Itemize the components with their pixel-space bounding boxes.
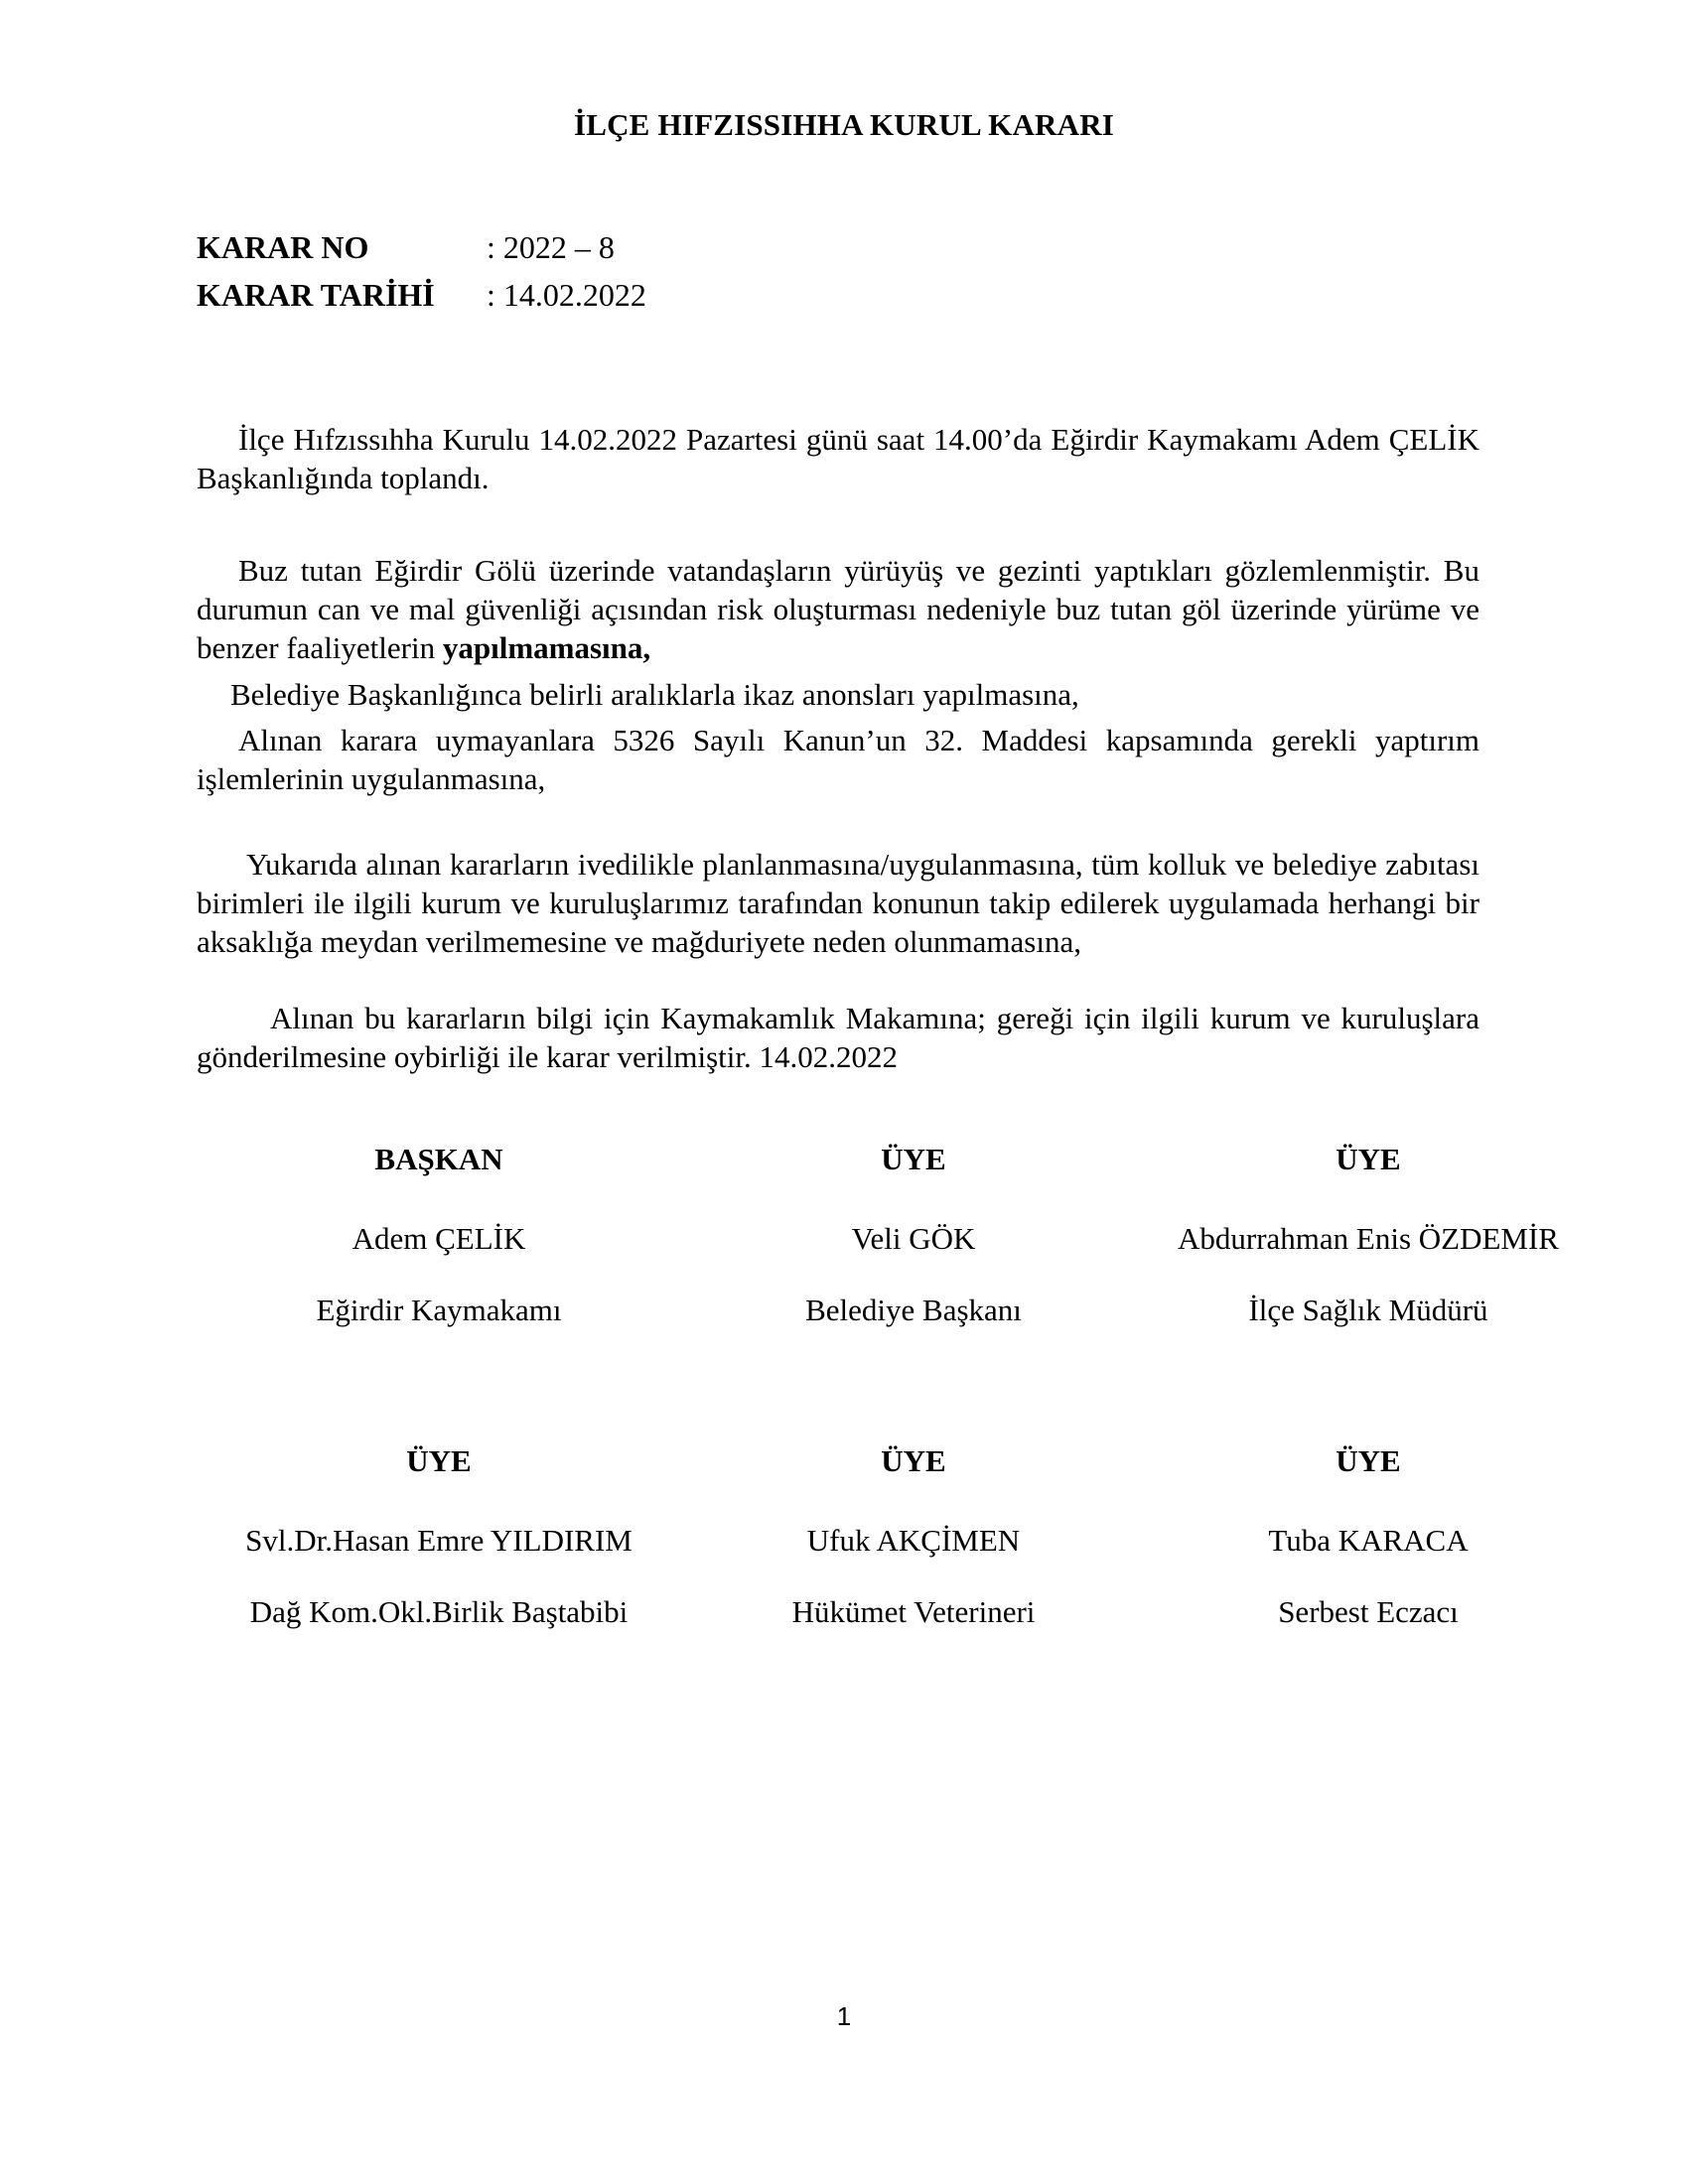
signatory-name: Tuba KARACA bbox=[1268, 1523, 1469, 1558]
signatory-block bbox=[695, 1140, 1132, 1330]
signatory-name: Svl.Dr.Hasan Emre YILDIRIM bbox=[245, 1523, 633, 1558]
decision-date-row bbox=[197, 275, 646, 315]
signatory-name: Abdurrahman Enis ÖZDEMİR bbox=[1178, 1221, 1559, 1256]
signatory-title: Eğirdir Kaymakamı bbox=[316, 1293, 562, 1327]
signatory-name: Ufuk AKÇİMEN bbox=[806, 1523, 1021, 1558]
signatory-block bbox=[220, 1441, 657, 1632]
signatory-block bbox=[1150, 1441, 1587, 1632]
paragraph-meeting bbox=[197, 420, 1479, 497]
decision-date-value: : 14.02.2022 bbox=[487, 277, 646, 313]
paragraph-announcement bbox=[197, 675, 1479, 714]
signatory-role: BAŞKAN bbox=[374, 1142, 503, 1176]
paragraph-conclusion-text: Alınan bu kararların bilgi için Kaymakamlık Makamına; gereği için ilgili kurum ve kuruluşlara gönderilmesine oybirliği ile karar verilmiştir. 14.02.2022 bbox=[197, 1001, 1479, 1074]
paragraph-sanction-text: Alınan karara uymayanlara 5326 Sayılı Kanun’un 32. Maddesi kapsamında gerekli yaptırım işlemlerinin uygulanmasına, bbox=[197, 723, 1479, 796]
signatory-role: ÜYE bbox=[1336, 1142, 1401, 1176]
signatory-role: ÜYE bbox=[1336, 1443, 1401, 1478]
paragraph-observation-body: Buz tutan Eğirdir Gölü üzerinde vatandaşların yürüyüş ve gezinti yaptıkları gözlemlenmiştir. Bu durumun can ve mal güvenliği açısından risk oluşturması nedeniyle buz tutan göl üzerinde yürüme ve benzer faaliyetlerin bbox=[197, 553, 1479, 665]
signatory-role: ÜYE bbox=[881, 1443, 946, 1478]
signatory-name: Veli GÖK bbox=[851, 1221, 976, 1256]
paragraph-conclusion bbox=[197, 999, 1479, 1076]
signatory-block bbox=[1150, 1140, 1587, 1330]
paragraph-observation bbox=[197, 551, 1479, 667]
decision-number-value: : 2022 – 8 bbox=[487, 229, 615, 265]
signatory-role: ÜYE bbox=[881, 1142, 946, 1176]
decision-number-label: KARAR NO bbox=[197, 229, 369, 265]
paragraph-observation-text bbox=[197, 551, 1479, 667]
paragraph-meeting-text: İlçe Hıfzıssıhha Kurulu 14.02.2022 Pazartesi günü saat 14.00’da Eğirdir Kaymakamı Adem ÇELİK Başkanlığında toplandı. bbox=[197, 422, 1479, 495]
paragraph-implementation-text: Yukarıda alınan kararların ivedilikle planlanmasına/uygulanmasına, tüm kolluk ve belediye zabıtası birimleri ile ilgili kurum ve kuruluşlarımız tarafından konunun takip edilerek uygulamada herhangi bir aksaklığa meydan verilmemesine ve mağduriyete neden olunmamasına, bbox=[197, 847, 1479, 959]
page-number: 1 bbox=[836, 2001, 852, 2031]
paragraph-sanction bbox=[197, 721, 1479, 798]
document-title: İLÇE HIFZISSIHHA KURUL KARARI bbox=[573, 107, 1115, 142]
decision-date-label: KARAR TARİHİ bbox=[197, 277, 435, 313]
signatory-block bbox=[220, 1140, 657, 1330]
signatory-role: ÜYE bbox=[406, 1443, 472, 1478]
signatory-block bbox=[695, 1441, 1132, 1632]
paragraph-observation-bold: yapılmamasına, bbox=[442, 630, 651, 665]
signatory-title: Serbest Eczacı bbox=[1278, 1594, 1459, 1629]
signatory-title: Dağ Kom.Okl.Birlik Baştabibi bbox=[249, 1594, 629, 1629]
signatory-title: Hükümet Veterineri bbox=[791, 1594, 1036, 1629]
signatory-name: Adem ÇELİK bbox=[352, 1221, 526, 1256]
paragraph-announcement-text: Belediye Başkanlığınca belirli aralıklarla ikaz anonsları yapılmasına, bbox=[230, 677, 1079, 712]
signatory-title: İlçe Sağlık Müdürü bbox=[1248, 1293, 1488, 1327]
paragraph-implementation bbox=[197, 845, 1479, 961]
decision-number-row bbox=[197, 227, 615, 267]
signatory-title: Belediye Başkanı bbox=[805, 1293, 1022, 1327]
